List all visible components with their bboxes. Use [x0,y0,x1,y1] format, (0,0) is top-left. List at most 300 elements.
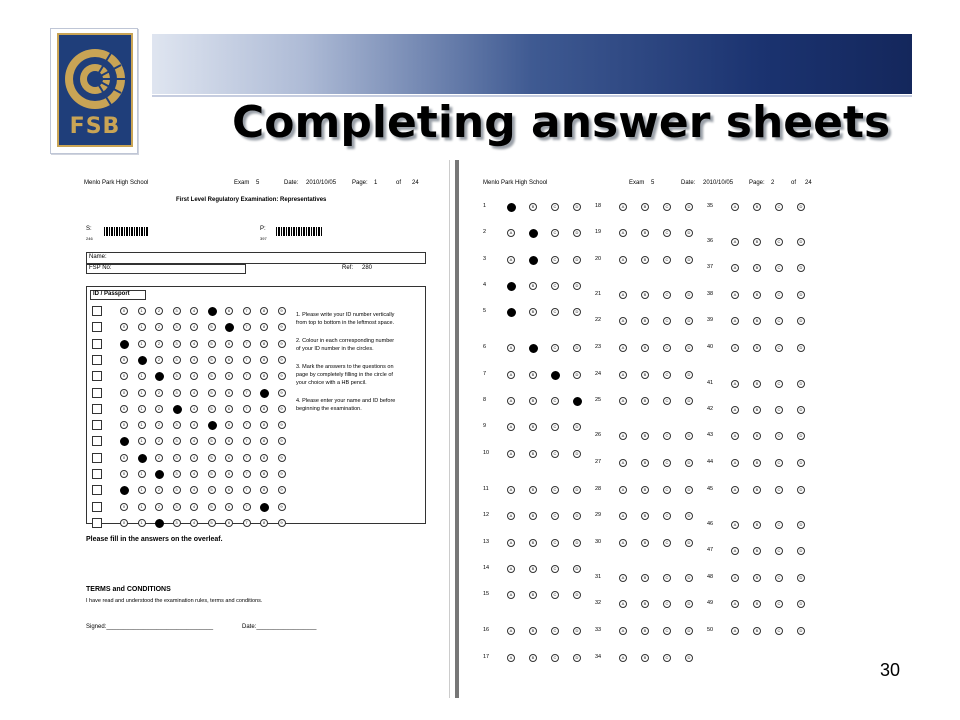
answer-bubble[interactable]: D [573,282,581,290]
answer-bubble[interactable]: D [797,238,805,246]
id-bubble[interactable]: 3 [173,340,181,348]
answer-bubble[interactable]: C [551,539,559,547]
answer-bubble[interactable]: C [663,291,671,299]
id-bubble[interactable]: 3 [173,519,181,527]
id-bubble[interactable]: 9 [278,486,286,494]
id-digit-box[interactable] [92,436,102,446]
id-bubble[interactable]: 4 [190,470,198,478]
answer-bubble[interactable]: A [507,229,515,237]
id-digit-box[interactable] [92,371,102,381]
answer-bubble[interactable]: B [641,256,649,264]
answer-bubble[interactable]: D [573,256,581,264]
id-bubble[interactable]: 9 [278,503,286,511]
answer-bubble[interactable]: A [731,406,739,414]
id-bubble[interactable]: 2 [155,421,163,429]
id-bubble[interactable]: 7 [243,486,251,494]
answer-bubble[interactable]: A [731,317,739,325]
answer-bubble[interactable]: A [731,432,739,440]
id-bubble[interactable]: 9 [278,454,286,462]
answer-bubble[interactable]: B [529,627,537,635]
answer-bubble[interactable]: D [573,344,581,352]
answer-bubble[interactable]: A [619,539,627,547]
answer-bubble[interactable]: C [551,423,559,431]
id-bubble[interactable]: 7 [243,372,251,380]
id-bubble[interactable]: 5 [208,356,216,364]
id-bubble[interactable]: 5 [208,503,216,511]
answer-bubble[interactable]: B [641,459,649,467]
answer-bubble[interactable]: D [797,291,805,299]
id-bubble[interactable]: 9 [278,421,286,429]
answer-bubble[interactable]: D [797,344,805,352]
answer-bubble[interactable]: D [685,317,693,325]
answer-bubble[interactable]: B [753,380,761,388]
answer-bubble[interactable]: B [529,423,537,431]
answer-bubble[interactable]: A [619,600,627,608]
answer-bubble[interactable]: D [797,600,805,608]
answer-bubble[interactable]: D [685,371,693,379]
answer-bubble[interactable]: D [797,317,805,325]
answer-bubble[interactable]: C [663,574,671,582]
answer-bubble[interactable]: A [731,574,739,582]
answer-bubble[interactable]: D [573,591,581,599]
answer-bubble[interactable]: D [685,459,693,467]
id-bubble[interactable]: 8 [260,356,268,364]
answer-bubble[interactable] [551,371,560,380]
answer-bubble[interactable]: C [551,486,559,494]
answer-bubble[interactable]: B [641,600,649,608]
answer-bubble[interactable]: B [641,654,649,662]
answer-bubble[interactable]: B [529,591,537,599]
id-bubble[interactable]: 5 [208,470,216,478]
answer-bubble[interactable]: B [529,450,537,458]
id-bubble[interactable]: 8 [260,307,268,315]
id-bubble[interactable] [120,340,129,349]
id-digit-box[interactable] [92,322,102,332]
id-bubble[interactable] [260,389,269,398]
answer-bubble[interactable]: A [619,203,627,211]
answer-bubble[interactable]: D [685,344,693,352]
id-bubble[interactable]: 2 [155,405,163,413]
answer-bubble[interactable]: B [529,282,537,290]
answer-bubble[interactable]: B [641,203,649,211]
answer-bubble[interactable]: C [663,600,671,608]
id-bubble[interactable]: 8 [260,519,268,527]
id-bubble[interactable]: 8 [260,405,268,413]
answer-bubble[interactable]: A [507,565,515,573]
id-bubble[interactable]: 4 [190,340,198,348]
answer-bubble[interactable]: A [619,397,627,405]
id-bubble[interactable]: 7 [243,389,251,397]
answer-bubble[interactable]: A [731,344,739,352]
answer-bubble[interactable]: C [663,317,671,325]
id-bubble[interactable]: 8 [260,486,268,494]
answer-bubble[interactable]: C [775,627,783,635]
answer-bubble[interactable]: B [529,565,537,573]
id-bubble[interactable]: 6 [225,454,233,462]
id-bubble[interactable]: 1 [138,340,146,348]
answer-bubble[interactable]: C [775,380,783,388]
answer-bubble[interactable]: D [573,308,581,316]
id-bubble[interactable] [208,307,217,316]
answer-bubble[interactable]: A [731,627,739,635]
answer-bubble[interactable]: C [551,565,559,573]
id-bubble[interactable] [138,356,147,365]
answer-bubble[interactable]: B [529,308,537,316]
id-bubble[interactable]: 1 [138,421,146,429]
id-bubble[interactable]: 9 [278,405,286,413]
answer-bubble[interactable]: C [663,512,671,520]
id-digit-box[interactable] [92,502,102,512]
id-bubble[interactable] [138,454,147,463]
id-bubble[interactable]: 9 [278,323,286,331]
id-digit-box[interactable] [92,485,102,495]
answer-bubble[interactable]: A [731,238,739,246]
answer-bubble[interactable] [529,229,538,238]
id-bubble[interactable]: 7 [243,340,251,348]
answer-bubble[interactable]: D [797,406,805,414]
answer-bubble[interactable]: D [573,654,581,662]
answer-bubble[interactable]: B [529,203,537,211]
id-bubble[interactable]: 1 [138,503,146,511]
id-bubble[interactable]: 4 [190,405,198,413]
answer-bubble[interactable]: B [753,521,761,529]
answer-bubble[interactable]: A [619,317,627,325]
id-bubble[interactable]: 8 [260,323,268,331]
id-bubble[interactable] [155,470,164,479]
id-bubble[interactable]: 1 [138,519,146,527]
id-bubble[interactable]: 3 [173,437,181,445]
id-bubble[interactable]: 7 [243,307,251,315]
id-bubble[interactable]: 5 [208,323,216,331]
answer-bubble[interactable]: D [797,627,805,635]
id-bubble[interactable]: 8 [260,470,268,478]
id-bubble[interactable]: 6 [225,519,233,527]
id-bubble[interactable]: 4 [190,323,198,331]
answer-bubble[interactable]: A [731,521,739,529]
answer-bubble[interactable]: C [775,264,783,272]
answer-bubble[interactable]: A [507,423,515,431]
id-bubble[interactable]: 3 [173,323,181,331]
answer-bubble[interactable]: D [573,539,581,547]
answer-bubble[interactable]: A [619,256,627,264]
answer-bubble[interactable]: C [775,486,783,494]
answer-bubble[interactable]: A [507,539,515,547]
id-bubble[interactable]: 5 [208,519,216,527]
id-bubble[interactable]: 8 [260,454,268,462]
id-bubble[interactable]: 0 [120,421,128,429]
id-bubble[interactable]: 3 [173,307,181,315]
id-bubble[interactable]: 3 [173,356,181,364]
answer-bubble[interactable]: C [775,291,783,299]
id-digit-box[interactable] [92,453,102,463]
id-bubble[interactable]: 8 [260,437,268,445]
answer-bubble[interactable]: B [753,547,761,555]
answer-bubble[interactable]: B [641,574,649,582]
answer-bubble[interactable]: A [619,574,627,582]
id-bubble[interactable]: 0 [120,389,128,397]
answer-bubble[interactable]: C [551,512,559,520]
answer-bubble[interactable]: D [685,256,693,264]
answer-bubble[interactable]: C [663,229,671,237]
id-bubble[interactable]: 0 [120,356,128,364]
id-bubble[interactable]: 5 [208,372,216,380]
answer-bubble[interactable]: A [731,600,739,608]
answer-bubble[interactable]: B [641,539,649,547]
answer-bubble[interactable]: D [573,512,581,520]
answer-bubble[interactable]: A [619,627,627,635]
answer-bubble[interactable]: A [507,627,515,635]
id-digit-box[interactable] [92,518,102,528]
id-bubble[interactable]: 7 [243,503,251,511]
answer-bubble[interactable]: B [529,371,537,379]
id-bubble[interactable]: 1 [138,405,146,413]
id-bubble[interactable]: 9 [278,307,286,315]
answer-bubble[interactable]: B [641,486,649,494]
answer-bubble[interactable]: B [641,291,649,299]
answer-bubble[interactable]: B [641,317,649,325]
id-bubble[interactable]: 6 [225,372,233,380]
id-digit-box[interactable] [92,355,102,365]
answer-bubble[interactable]: A [731,203,739,211]
answer-bubble[interactable]: B [753,344,761,352]
id-bubble[interactable]: 5 [208,389,216,397]
id-digit-box[interactable] [92,339,102,349]
id-digit-box[interactable] [92,420,102,430]
answer-bubble[interactable]: B [529,512,537,520]
answer-bubble[interactable]: B [641,344,649,352]
id-bubble[interactable]: 1 [138,437,146,445]
id-bubble[interactable]: 6 [225,340,233,348]
id-bubble[interactable]: 2 [155,356,163,364]
id-bubble[interactable]: 3 [173,389,181,397]
answer-bubble[interactable]: D [573,450,581,458]
answer-bubble[interactable]: C [775,432,783,440]
answer-bubble[interactable]: D [685,600,693,608]
answer-bubble[interactable]: C [551,282,559,290]
answer-bubble[interactable]: C [775,600,783,608]
id-bubble[interactable]: 0 [120,503,128,511]
answer-bubble[interactable]: A [619,344,627,352]
answer-bubble[interactable]: C [551,203,559,211]
answer-bubble[interactable]: C [551,308,559,316]
id-bubble[interactable]: 9 [278,519,286,527]
answer-bubble[interactable]: A [619,371,627,379]
answer-bubble[interactable] [507,203,516,212]
answer-bubble[interactable]: D [797,380,805,388]
id-bubble[interactable]: 3 [173,470,181,478]
answer-bubble[interactable]: D [573,627,581,635]
id-bubble[interactable]: 6 [225,389,233,397]
answer-bubble[interactable]: A [619,512,627,520]
answer-bubble[interactable]: C [551,591,559,599]
id-bubble[interactable]: 4 [190,372,198,380]
answer-bubble[interactable]: C [775,238,783,246]
id-bubble[interactable]: 3 [173,486,181,494]
id-bubble[interactable]: 4 [190,454,198,462]
id-bubble[interactable]: 4 [190,307,198,315]
id-bubble[interactable]: 7 [243,323,251,331]
id-bubble[interactable]: 9 [278,356,286,364]
answer-bubble[interactable]: D [797,264,805,272]
answer-bubble[interactable]: A [619,459,627,467]
answer-bubble[interactable]: B [529,539,537,547]
id-bubble[interactable]: 7 [243,437,251,445]
id-bubble[interactable]: 6 [225,356,233,364]
answer-bubble[interactable]: C [663,654,671,662]
id-bubble[interactable]: 0 [120,519,128,527]
answer-bubble[interactable]: C [663,371,671,379]
answer-bubble[interactable]: C [551,344,559,352]
answer-bubble[interactable]: B [753,264,761,272]
id-bubble[interactable]: 2 [155,340,163,348]
answer-bubble[interactable]: B [641,397,649,405]
id-bubble[interactable]: 1 [138,486,146,494]
id-bubble[interactable]: 5 [208,454,216,462]
id-bubble[interactable]: 2 [155,307,163,315]
answer-bubble[interactable]: B [753,627,761,635]
id-bubble[interactable]: 3 [173,503,181,511]
answer-bubble[interactable]: B [753,203,761,211]
id-bubble[interactable]: 4 [190,421,198,429]
answer-bubble[interactable]: D [797,203,805,211]
answer-bubble[interactable]: C [663,344,671,352]
answer-bubble[interactable]: D [797,547,805,555]
id-bubble[interactable]: 9 [278,389,286,397]
id-bubble[interactable]: 6 [225,307,233,315]
id-bubble[interactable]: 9 [278,372,286,380]
id-digit-box[interactable] [92,388,102,398]
id-bubble[interactable]: 6 [225,421,233,429]
answer-bubble[interactable]: A [507,397,515,405]
id-bubble[interactable]: 6 [225,437,233,445]
answer-bubble[interactable]: D [797,432,805,440]
answer-bubble[interactable]: C [551,397,559,405]
answer-bubble[interactable]: A [507,450,515,458]
id-bubble[interactable]: 0 [120,372,128,380]
answer-bubble[interactable]: C [551,256,559,264]
answer-bubble[interactable]: D [797,459,805,467]
answer-bubble[interactable]: B [753,432,761,440]
answer-bubble[interactable]: B [641,371,649,379]
answer-bubble[interactable]: A [731,264,739,272]
id-bubble[interactable]: 2 [155,503,163,511]
id-bubble[interactable]: 0 [120,470,128,478]
answer-bubble[interactable]: B [641,229,649,237]
answer-bubble[interactable]: C [775,547,783,555]
answer-bubble[interactable]: D [685,432,693,440]
answer-bubble[interactable]: C [663,397,671,405]
id-bubble[interactable]: 1 [138,307,146,315]
id-bubble[interactable] [155,519,164,528]
id-bubble[interactable]: 2 [155,486,163,494]
answer-bubble[interactable]: D [685,203,693,211]
id-bubble[interactable]: 8 [260,421,268,429]
answer-bubble[interactable]: D [685,539,693,547]
answer-bubble[interactable]: C [663,627,671,635]
id-bubble[interactable]: 2 [155,389,163,397]
answer-bubble[interactable]: A [619,486,627,494]
answer-bubble[interactable]: C [775,406,783,414]
name-field[interactable] [86,252,426,264]
answer-bubble[interactable]: A [507,371,515,379]
answer-bubble[interactable]: C [551,450,559,458]
answer-bubble[interactable]: D [685,512,693,520]
id-bubble[interactable] [173,405,182,414]
id-bubble[interactable]: 4 [190,486,198,494]
id-bubble[interactable]: 9 [278,470,286,478]
id-bubble[interactable]: 6 [225,503,233,511]
id-digit-box[interactable] [92,306,102,316]
answer-bubble[interactable]: A [507,512,515,520]
answer-bubble[interactable]: A [507,256,515,264]
id-bubble[interactable]: 3 [173,454,181,462]
id-bubble[interactable]: 1 [138,389,146,397]
answer-bubble[interactable]: C [663,459,671,467]
id-bubble[interactable]: 2 [155,437,163,445]
answer-bubble[interactable]: B [753,238,761,246]
id-bubble[interactable]: 3 [173,372,181,380]
answer-bubble[interactable]: D [573,423,581,431]
id-bubble[interactable]: 4 [190,437,198,445]
answer-bubble[interactable]: A [731,291,739,299]
answer-bubble[interactable]: C [551,627,559,635]
answer-bubble[interactable]: B [529,486,537,494]
answer-bubble[interactable]: A [731,459,739,467]
answer-bubble[interactable]: D [573,371,581,379]
answer-bubble[interactable]: A [507,654,515,662]
answer-bubble[interactable]: B [753,317,761,325]
answer-bubble[interactable]: D [797,574,805,582]
id-bubble[interactable]: 8 [260,340,268,348]
id-bubble[interactable]: 6 [225,470,233,478]
id-bubble[interactable]: 6 [225,486,233,494]
answer-bubble[interactable]: A [619,432,627,440]
id-bubble[interactable]: 4 [190,503,198,511]
answer-bubble[interactable]: A [619,291,627,299]
answer-bubble[interactable]: D [573,565,581,573]
answer-bubble[interactable]: A [731,547,739,555]
answer-bubble[interactable]: D [573,229,581,237]
answer-bubble[interactable]: A [507,344,515,352]
id-bubble[interactable]: 0 [120,323,128,331]
answer-bubble[interactable]: D [685,229,693,237]
answer-bubble[interactable]: C [663,539,671,547]
id-bubble[interactable]: 6 [225,405,233,413]
id-bubble[interactable]: 7 [243,519,251,527]
answer-bubble[interactable]: C [775,459,783,467]
id-bubble[interactable]: 7 [243,454,251,462]
answer-bubble[interactable]: D [797,521,805,529]
answer-bubble[interactable]: D [797,486,805,494]
answer-bubble[interactable]: D [685,627,693,635]
answer-bubble[interactable]: A [731,380,739,388]
answer-bubble[interactable]: C [775,574,783,582]
id-bubble[interactable]: 7 [243,470,251,478]
answer-bubble[interactable]: C [775,344,783,352]
answer-bubble[interactable]: B [753,486,761,494]
answer-bubble[interactable]: D [573,203,581,211]
answer-bubble[interactable]: D [685,486,693,494]
answer-bubble[interactable] [507,282,516,291]
id-bubble[interactable]: 4 [190,519,198,527]
answer-bubble[interactable]: D [685,654,693,662]
answer-bubble[interactable]: C [551,654,559,662]
id-bubble[interactable]: 5 [208,486,216,494]
answer-bubble[interactable] [529,256,538,265]
answer-bubble[interactable]: B [753,600,761,608]
answer-bubble[interactable]: B [753,459,761,467]
id-bubble[interactable]: 5 [208,405,216,413]
